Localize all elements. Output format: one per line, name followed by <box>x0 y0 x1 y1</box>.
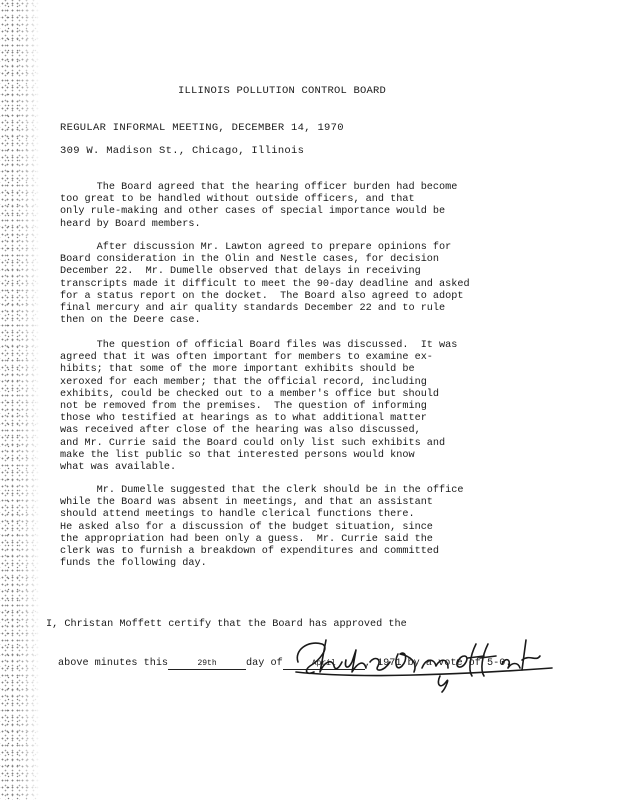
paragraph-line: only rule-making and other cases of special importance would be <box>60 206 446 218</box>
paragraph-board-files <box>60 340 530 474</box>
paragraph-line: xeroxed for each member; that the official record, including <box>60 376 427 388</box>
scan-edge-noise <box>0 0 40 800</box>
year-digit: 1 <box>395 658 402 669</box>
paragraph-line: what was available. <box>60 462 177 474</box>
paragraph-line: the appropriation had been only a guess. Mr. Currie said the <box>60 533 433 545</box>
paragraph-opinions <box>60 242 530 327</box>
paragraph-line: December 22. Mr. Dumelle observed that delays in receiving <box>60 266 421 278</box>
day-field: 29th <box>168 659 246 670</box>
paragraph-line: was received after close of the hearing was also discussed, <box>60 425 421 437</box>
paragraph-line: He asked also for a discussion of the budget situation, since <box>60 521 433 533</box>
paragraph-line: The Board agreed that the hearing officer burden had become <box>60 182 458 193</box>
document-title: ILLINOIS POLLUTION CONTROL BOARD <box>178 85 387 97</box>
paragraph-line: make the list public so that interested persons would know <box>60 449 415 461</box>
meeting-heading: REGULAR INFORMAL MEETING, DECEMBER 14, 1970 <box>60 122 344 134</box>
paragraph-line: transcripts made it difficult to meet the 90-day deadline and asked <box>60 278 470 290</box>
meeting-location: 309 W. Madison St., Chicago, Illinois <box>60 145 305 157</box>
paragraph-line: agreed that it was often important for members to examine ex- <box>60 352 433 364</box>
paragraph-line: After discussion Mr. Lawton agreed to prepare opinions for <box>60 242 452 253</box>
paragraph-line: exhibits, could be checked out to a member's office but should <box>60 388 440 400</box>
paragraph-line: clerk was to furnish a breakdown of expenditures and committed <box>60 546 440 558</box>
paragraph-line: hibits; that some of the more important exhibits should be <box>60 364 415 376</box>
paragraph-line: for a status report on the docket. The Board also agreed to adopt <box>60 290 464 302</box>
handwritten-signature <box>290 632 560 694</box>
paragraph-line: The question of official Board files was discussed. It was <box>60 340 458 351</box>
paragraph-line: while the Board was absent in meetings, and that an assistant <box>60 497 433 509</box>
paragraph-line: funds the following day. <box>60 558 207 570</box>
paragraph-line: those who testified at hearings as to what additional matter <box>60 413 427 425</box>
clerk-name: Christan Moffett <box>64 619 163 630</box>
certification-line-2: above minutes this 29th day of April , 1971 by a vote of 5-0. <box>58 658 512 669</box>
paragraph-clerk <box>60 485 530 570</box>
paragraph-line: and Mr. Currie said the Board could only list such exhibits and <box>60 437 446 449</box>
paragraph-line: Board consideration in the Olin and Nestle cases, for decision <box>60 254 440 266</box>
paragraph-hearing-officer <box>60 182 530 231</box>
certification-line-1: I, Christan Moffett certify that the Board has approved the <box>46 619 407 630</box>
paragraph-line: should attend meetings to handle clerical functions there. <box>60 509 415 521</box>
month-field: April <box>283 659 365 670</box>
paragraph-line: too great to be handled without outside officers, and that <box>60 194 415 206</box>
paragraph-line: not be removed from the premises. The question of informing <box>60 401 427 413</box>
paragraph-line: heard by Board members. <box>60 218 201 230</box>
paragraph-line: Mr. Dumelle suggested that the clerk should be in the office <box>60 485 464 496</box>
paragraph-line: final mercury and air quality standards December 22 and to rule <box>60 303 446 315</box>
paragraph-line: then on the Deere case. <box>60 315 201 327</box>
